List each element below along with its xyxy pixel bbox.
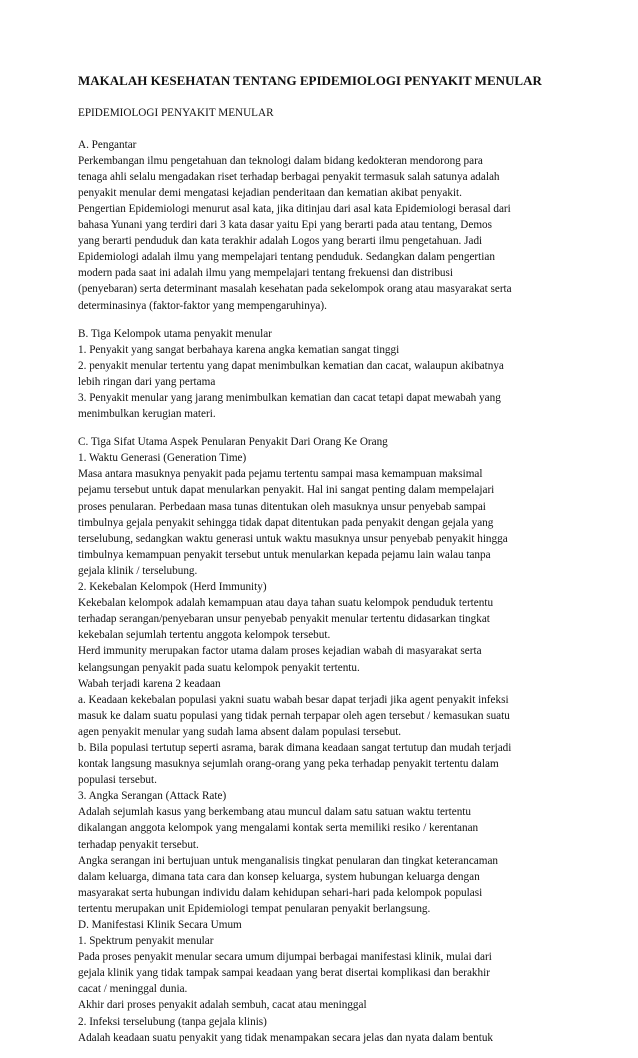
text-line: gejala klinik / terselubung. [78, 564, 198, 577]
document-section [78, 137, 562, 314]
text-line: modern pada saat ini adalah ilmu yang mempelajari tentang frekuensi dan distribusi [78, 267, 453, 280]
text-line: Perkembangan ilmu pengetahuan dan teknologi dalam bidang kedokteran mendorong para [78, 154, 483, 167]
text-line: kontak langsung masuknya sejumlah orang-orang yang peka terhadap penyakit tertentu dalam [78, 758, 499, 771]
text-line: Herd immunity merupakan factor utama dalam proses kejadian wabah di masyarakat serta [78, 645, 482, 658]
text-line: terselubung, sedangkan waktu generasi untuk waktu masuknya unsur penyebab penyakit hingga [78, 532, 508, 545]
text-line: lebih ringan dari yang pertama [78, 375, 216, 388]
document-subtitle: EPIDEMIOLOGI PENYAKIT MENULAR [78, 106, 274, 119]
document-title: MAKALAH KESEHATAN TENTANG EPIDEMIOLOGI PENYAKIT MENULAR [78, 73, 542, 88]
text-line: dalam keluarga, dimana tata cara dan konsep keluarga, system hubungan keluarga dengan [78, 870, 480, 883]
text-line: Masa antara masuknya penyakit pada pejamu tertentu sampai masa kemampuan maksimal [78, 468, 483, 481]
text-line: Adalah sejumlah kasus yang berkembang atau muncul dalam satu satuan waktu tertentu [78, 806, 471, 819]
text-line: (penyebaran) serta determinant masalah kesehatan pada sekelompok orang atau masyarakat serta [78, 283, 512, 296]
text-line: Pengertian Epidemiologi menurut asal kata, jika ditinjau dari asal kata Epidemiologi berasal dari [78, 202, 511, 215]
text-line: B. Tiga Kelompok utama penyakit menular [78, 327, 272, 340]
text-line: C. Tiga Sifat Utama Aspek Penularan Penyakit Dari Orang Ke Orang [78, 436, 388, 449]
text-line: Kekebalan kelompok adalah kemampuan atau daya tahan suatu kelompok penduduk tertentu [78, 597, 494, 610]
document-body [78, 137, 562, 1046]
text-line: tenaga ahli selalu mengadakan riset terhadap berbagai penyakit termasuk salah satunya adalah [78, 170, 500, 183]
text-line: Wabah terjadi karena 2 keadaan [78, 677, 221, 690]
text-line: masuk ke dalam suatu populasi yang tidak pernah terpapar oleh agen tersebut / kemasukan suatu [78, 709, 510, 722]
document-section [78, 326, 562, 423]
text-line: masyarakat serta hubungan individu dalam kehidupan sehari-hari pada kelompok populasi [78, 886, 483, 899]
text-line: b. Bila populasi tertutup seperti asrama, barak dimana keadaan sangat tertutup dan mudah terjadi [78, 741, 512, 754]
text-line: kelangsungan penyakit pada suatu kelompok penyakit tertentu. [78, 661, 360, 674]
text-line: dikalangan anggota kelompok yang mengalami kontak serta memiliki resiko / kerentanan [78, 822, 479, 835]
text-line: 1. Waktu Generasi (Generation Time) [78, 452, 247, 465]
text-line: proses penularan. Perbedaan masa tunas ditentukan oleh masuknya unsur penyebab sampai [78, 500, 486, 513]
text-line: terhadap serangan/penyebaran unsur penyebab penyakit menular tertentu didasarkan tingkat [78, 613, 490, 626]
text-line: 1. Penyakit yang sangat berbahaya karena angka kematian sangat tinggi [78, 343, 400, 356]
text-line: menimbulkan kerugian materi. [78, 408, 216, 421]
text-line: timbulnya kemampuan penyakit tersebut untuk menularkan kepada pejamu lain walau tanpa [78, 548, 491, 561]
document-section [78, 434, 562, 1046]
document-page [78, 72, 562, 1058]
text-line: terhadap penyakit tersebut. [78, 838, 199, 851]
text-line: yang berarti penduduk dan kata terakhir adalah Logos yang berarti ilmu pengetahuan. Jadi [78, 235, 483, 248]
text-line: 3. Angka Serangan (Attack Rate) [78, 790, 227, 803]
text-line: bahasa Yunani yang terdiri dari 3 kata dasar yaitu Epi yang berarti pada atau tentang, Demos [78, 219, 492, 232]
text-line: kekebalan sejumlah tertentu anggota kelompok tersebut. [78, 629, 331, 642]
text-line: 2. penyakit menular tertentu yang dapat menimbulkan kematian dan cacat, walaupun akibatnya [78, 359, 504, 372]
text-line: timbulnya gejala penyakit sehingga tidak dapat ditentukan pada penyakit dengan gejala yang [78, 516, 494, 529]
text-line: Pada proses penyakit menular secara umum dijumpai berbagai manifestasi klinik, mulai dari [78, 951, 492, 964]
text-line: determinasinya (faktor-faktor yang mempengaruhinya). [78, 299, 327, 312]
text-line: 3. Penyakit menular yang jarang menimbulkan kematian dan cacat tetapi dapat mewabah yang [78, 392, 501, 404]
text-line: 1. Spektrum penyakit menular [78, 935, 214, 948]
text-line: penyakit menular demi mengatasi kejadian penderitaan dan kematian akibat penyakit. [78, 186, 462, 199]
text-line: Akhir dari proses penyakit adalah sembuh, cacat atau meninggal [78, 999, 367, 1012]
text-line: gejala klinik yang tidak tampak sampai keadaan yang berat disertai komplikasi dan berakhir [78, 967, 490, 980]
text-line: cacat / meninggal dunia. [78, 983, 188, 996]
text-line: D. Manifestasi Klinik Secara Umum [78, 919, 242, 931]
text-line: agen penyakit menular yang sudah lama absent dalam populasi tersebut. [78, 725, 402, 738]
text-line: Adalah keadaan suatu penyakit yang tidak menampakan secara jelas dan nyata dalam bentuk [78, 1031, 494, 1044]
text-line: populasi tersebut. [78, 774, 157, 787]
text-line: a. Keadaan kekebalan populasi yakni suatu wabah besar dapat terjadi jika agent penyakit infeksi [78, 693, 509, 706]
text-line: Epidemiologi adalah ilmu yang mempelajari tentang penduduk. Sedangkan dalam pengertian [78, 251, 495, 264]
text-line: 2. Kekebalan Kelompok (Herd Immunity) [78, 581, 267, 594]
text-line: A. Pengantar [78, 138, 137, 151]
text-line: 2. Infeksi terselubung (tanpa gejala klinis) [78, 1015, 267, 1028]
text-line: pejamu tersebut untuk dapat menularkan penyakit. Hal ini sangat penting dalam mempelajari [78, 484, 495, 497]
text-line: tertentu merupakan unit Epidemiologi tempat penularan penyakit berlangsung. [78, 902, 431, 915]
text-line: Angka serangan ini bertujuan untuk menganalisis tingkat penularan dan tingkat keterancaman [78, 854, 499, 867]
